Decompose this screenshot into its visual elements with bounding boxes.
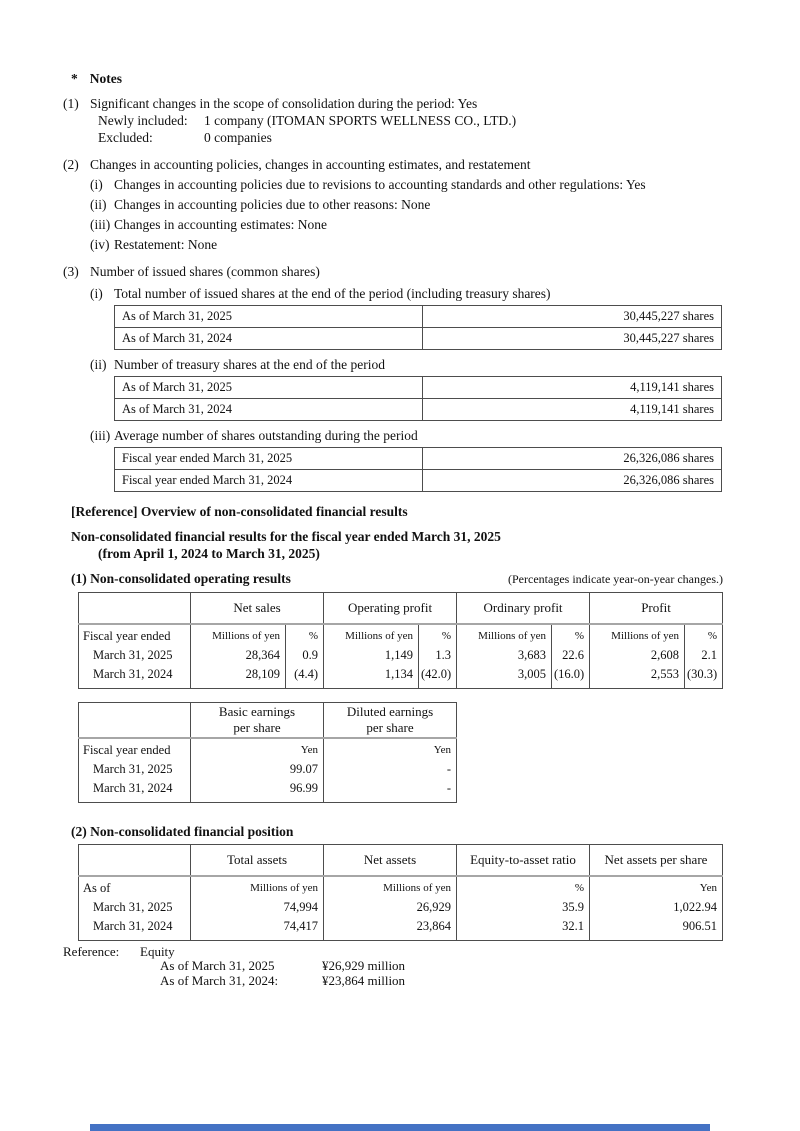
corner-cell xyxy=(79,845,191,876)
period-2024: March 31, 2024 xyxy=(93,918,173,933)
as-of-label-cell xyxy=(79,876,191,941)
period-2024: March 31, 2024 xyxy=(93,781,173,795)
period-label: Fiscal year ended March 31, 2024 xyxy=(115,470,423,492)
average-shares-sub-title: Average number of shares outstanding during the period xyxy=(114,428,418,443)
reference-subheading-line2: (from April 1, 2024 to March 31, 2025) xyxy=(98,546,320,561)
period-2025: March 31, 2025 xyxy=(93,899,173,914)
share-count: 4,119,141 shares xyxy=(423,399,722,421)
sub-3-text: Changes in accounting estimates: None xyxy=(114,217,327,232)
share-count: 26,326,086 shares xyxy=(423,448,722,470)
value: - xyxy=(446,781,451,795)
earnings-per-share-table xyxy=(78,702,457,804)
sub-4-text: Restatement: None xyxy=(114,237,218,252)
equity-amount: ¥26,929 million xyxy=(322,958,406,973)
unit-label: Yen xyxy=(699,881,717,894)
note-item-2-number: (2) xyxy=(63,157,79,172)
value: 26,929 xyxy=(416,899,451,914)
value: (4.4) xyxy=(294,666,319,681)
value: (42.0) xyxy=(421,666,452,681)
table-row xyxy=(115,399,722,421)
newly-included-value: 1 company (ITOMAN SPORTS WELLNESS CO., LTD.) xyxy=(204,113,517,128)
row-header: Fiscal year ended xyxy=(83,628,171,643)
col-header-basic-eps xyxy=(191,702,324,738)
equity-reference xyxy=(63,945,723,989)
excluded-label: Excluded: xyxy=(98,130,153,145)
corner-cell xyxy=(79,702,191,738)
average-shares-sub-number: (iii) xyxy=(90,428,111,443)
period-2024: March 31, 2024 xyxy=(93,666,173,681)
issued-shares-table xyxy=(114,305,722,350)
sub-2-number: (ii) xyxy=(90,197,107,212)
row-header: Fiscal year ended xyxy=(83,743,171,757)
notes-heading-label: Notes xyxy=(89,71,122,86)
note-item-2-sub-3 xyxy=(90,216,723,233)
header-line: Diluted earnings xyxy=(346,703,434,719)
percentages-note: (Percentages indicate year-on-year changes.) xyxy=(508,572,723,586)
value: 23,864 xyxy=(416,918,451,933)
profit-pct xyxy=(685,624,723,689)
equity-label: Equity xyxy=(140,943,175,959)
treasury-shares-sub-title: Number of treasury shares at the end of the period xyxy=(114,357,386,372)
value: 74,994 xyxy=(283,899,318,914)
fiscal-year-label-cell xyxy=(79,738,191,803)
value: 3,683 xyxy=(517,647,547,662)
note-item-1-text: Significant changes in the scope of consolidation during the period: Yes xyxy=(90,96,478,111)
value: 35.9 xyxy=(562,899,584,914)
table-row xyxy=(115,328,722,350)
value: 32.1 xyxy=(562,918,584,933)
net-assets-per-share-values xyxy=(590,876,723,941)
eps-body-row xyxy=(79,738,457,803)
reference-section xyxy=(63,495,723,988)
col-header-net-assets: Net assets xyxy=(324,845,457,876)
row-header: As of xyxy=(83,880,111,895)
table-row xyxy=(115,448,722,470)
excluded-value: 0 companies xyxy=(204,130,272,145)
share-count: 30,445,227 shares xyxy=(423,306,722,328)
value: - xyxy=(446,762,451,776)
operating-body-row xyxy=(79,624,723,689)
equity-date-label: As of March 31, 2025 xyxy=(160,958,275,973)
note-item-3-number: (3) xyxy=(63,264,79,279)
corner-cell xyxy=(79,593,191,624)
period-label: As of March 31, 2025 xyxy=(115,377,423,399)
col-header-equity-ratio: Equity-to-asset ratio xyxy=(457,845,590,876)
table-row xyxy=(115,377,722,399)
col-header-diluted-eps xyxy=(324,702,457,738)
period-label: As of March 31, 2025 xyxy=(115,306,423,328)
value: (30.3) xyxy=(687,666,718,681)
sub-1-text: Changes in accounting policies due to revisions to accounting standards and other regulations: Yes xyxy=(114,177,646,192)
note-item-2-sub-1 xyxy=(90,176,723,193)
unit-label: % xyxy=(441,629,452,642)
financial-position-title-row xyxy=(63,823,723,840)
unit-label: % xyxy=(707,629,718,642)
share-count: 26,326,086 shares xyxy=(423,470,722,492)
value: 1,022.94 xyxy=(673,899,717,914)
col-header-operating-profit: Operating profit xyxy=(324,593,457,624)
table-row xyxy=(115,306,722,328)
reference-heading: [Reference] Overview of non-consolidated financial results xyxy=(71,504,408,519)
share-count: 4,119,141 shares xyxy=(423,377,722,399)
total-assets-values xyxy=(191,876,324,941)
value: 28,364 xyxy=(245,647,280,662)
unit-label: Millions of yen xyxy=(383,881,451,894)
unit-label: % xyxy=(574,881,584,894)
header-line: per share xyxy=(233,719,281,735)
financial-position-table xyxy=(78,844,723,941)
share-count: 30,445,227 shares xyxy=(423,328,722,350)
operating-profit-values xyxy=(324,624,419,689)
equity-amount: ¥23,864 million xyxy=(322,972,406,988)
period-label: As of March 31, 2024 xyxy=(115,328,423,350)
average-shares-table xyxy=(114,447,722,492)
value: 74,417 xyxy=(283,918,318,933)
equity-row-2025 xyxy=(160,959,723,974)
reference-subheading-line1: Non-consolidated financial results for the fiscal year ended March 31, 2025 xyxy=(71,529,501,544)
issued-shares-sub-title: Total number of issued shares at the end of the period (including treasury shares) xyxy=(114,286,551,301)
value: (16.0) xyxy=(554,666,585,681)
ordinary-profit-pct xyxy=(552,624,590,689)
period-label: As of March 31, 2024 xyxy=(115,399,423,421)
unit-label: Yen xyxy=(433,744,451,756)
period-2025: March 31, 2025 xyxy=(93,647,173,662)
notes-heading xyxy=(71,70,723,87)
operating-results-table xyxy=(78,592,723,689)
note-item-2-sub-2 xyxy=(90,196,723,213)
position-header-row xyxy=(79,845,723,876)
unit-label: % xyxy=(574,629,585,642)
sub-1-number: (i) xyxy=(90,177,103,192)
fiscal-year-label-cell xyxy=(79,624,191,689)
unit-label: Millions of yen xyxy=(345,629,414,642)
sub-4-number: (iv) xyxy=(90,237,110,252)
newly-included-label: Newly included: xyxy=(98,113,188,128)
equity-row-2024 xyxy=(160,974,723,989)
value: 3,005 xyxy=(517,666,547,681)
treasury-shares-sub-number: (ii) xyxy=(90,357,107,372)
period-2025: March 31, 2025 xyxy=(93,762,173,776)
note-item-2 xyxy=(63,156,723,253)
operating-results-title-row xyxy=(63,570,723,588)
unit-label: Millions of yen xyxy=(250,881,318,894)
col-header-net-sales: Net sales xyxy=(191,593,324,624)
note-item-1-row-excluded xyxy=(98,129,723,146)
note-item-1-row-newly-included xyxy=(98,112,723,129)
note-item-1-number: (1) xyxy=(63,96,79,111)
value: 28,109 xyxy=(245,666,280,681)
note-item-2-text: Changes in accounting policies, changes in accounting estimates, and restatement xyxy=(90,157,531,172)
operating-profit-pct xyxy=(419,624,457,689)
net-sales-pct xyxy=(286,624,324,689)
diluted-eps-values xyxy=(324,738,457,803)
reference-label: Reference: xyxy=(63,943,120,959)
issued-shares-sub-number: (i) xyxy=(90,286,103,301)
header-line: Basic earnings xyxy=(218,703,296,719)
value: 2.1 xyxy=(701,647,718,662)
unit-label: Millions of yen xyxy=(478,629,547,642)
financial-position-title: (2) Non-consolidated financial position xyxy=(71,824,294,839)
notes-section xyxy=(63,70,723,498)
table-row xyxy=(115,470,722,492)
equity-date-label: As of March 31, 2024: xyxy=(160,972,279,988)
profit-values xyxy=(590,624,685,689)
ordinary-profit-values xyxy=(457,624,552,689)
value: 1.3 xyxy=(435,647,452,662)
sub-2-text: Changes in accounting policies due to other reasons: None xyxy=(114,197,431,212)
equity-ratio-values xyxy=(457,876,590,941)
equity-reference-heading xyxy=(63,945,723,960)
value: 22.6 xyxy=(562,647,585,662)
value: 1,134 xyxy=(384,666,414,681)
notes-star: * xyxy=(71,71,78,86)
average-shares-subheading xyxy=(90,427,723,444)
note-item-3-text: Number of issued shares (common shares) xyxy=(90,264,320,279)
net-sales-values xyxy=(191,624,286,689)
value: 0.9 xyxy=(302,647,319,662)
col-header-net-assets-per-share: Net assets per share xyxy=(590,845,723,876)
col-header-total-assets: Total assets xyxy=(191,845,324,876)
position-body-row xyxy=(79,876,723,941)
unit-label: % xyxy=(308,629,319,642)
value: 96.99 xyxy=(289,781,318,795)
value: 2,608 xyxy=(650,647,680,662)
basic-eps-values xyxy=(191,738,324,803)
sub-3-number: (iii) xyxy=(90,217,111,232)
note-item-3 xyxy=(63,263,723,498)
value: 99.07 xyxy=(289,762,318,776)
note-item-1 xyxy=(63,95,723,146)
unit-label: Yen xyxy=(300,744,318,756)
net-assets-values xyxy=(324,876,457,941)
unit-label: Millions of yen xyxy=(611,629,680,642)
header-line: per share xyxy=(366,719,414,735)
issued-shares-subheading xyxy=(90,285,723,302)
treasury-shares-subheading xyxy=(90,356,723,373)
treasury-shares-table xyxy=(114,376,722,421)
value: 906.51 xyxy=(682,918,717,933)
note-item-2-sub-4 xyxy=(90,236,723,253)
period-label: Fiscal year ended March 31, 2025 xyxy=(115,448,423,470)
unit-label: Millions of yen xyxy=(212,629,280,642)
col-header-profit: Profit xyxy=(590,593,723,624)
value: 1,149 xyxy=(384,647,414,662)
eps-header-row xyxy=(79,702,457,738)
operating-header-row xyxy=(79,593,723,624)
value: 2,553 xyxy=(650,666,680,681)
operating-results-title: (1) Non-consolidated operating results xyxy=(71,571,291,586)
col-header-ordinary-profit: Ordinary profit xyxy=(457,593,590,624)
footer-accent-bar xyxy=(90,1124,710,1131)
